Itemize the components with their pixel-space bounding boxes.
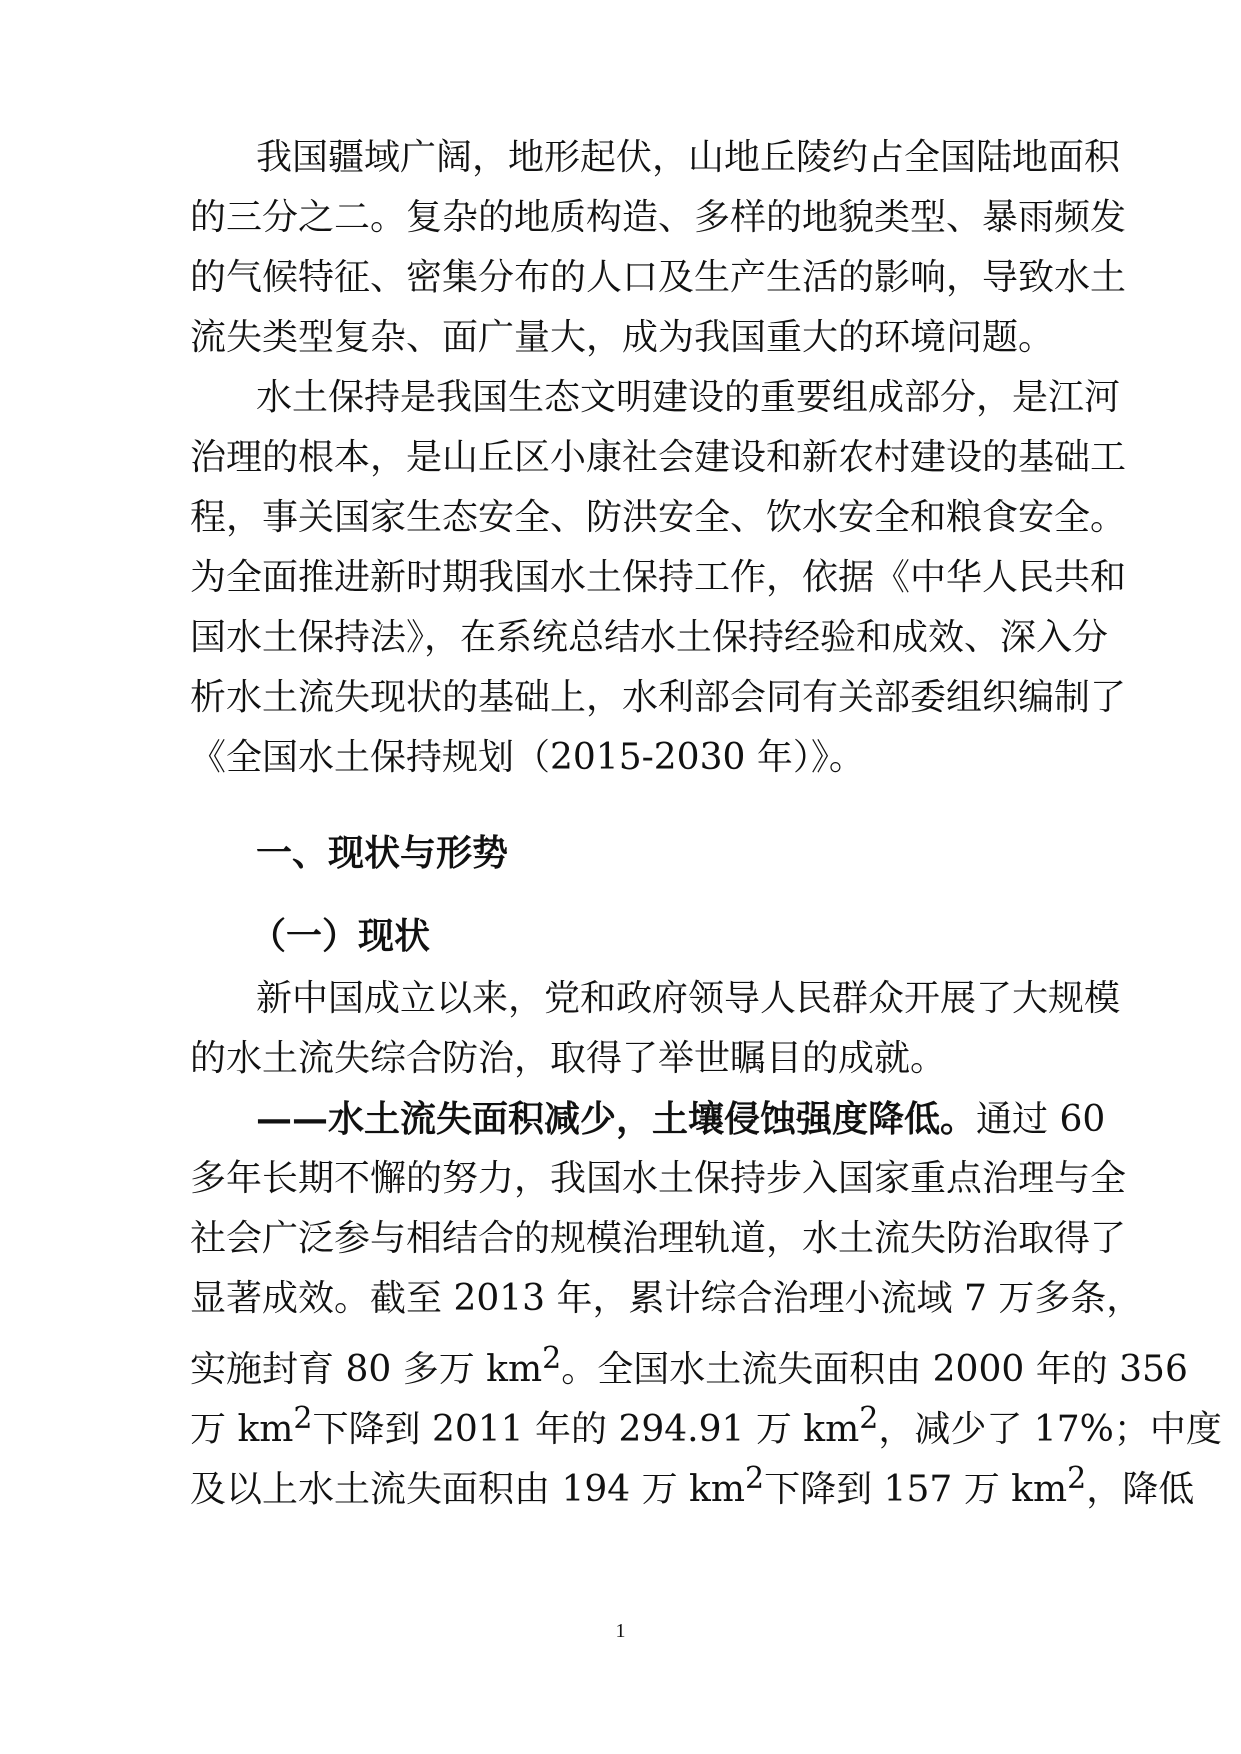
sub-p2-line-6	[190, 1397, 1222, 1450]
intro-p1-line-2: 的三分之二。复杂的地质构造、多样的地貌类型、暴雨频发	[190, 197, 1127, 238]
section-heading: 一、现状与形势	[256, 832, 509, 874]
sub-p2-line-4: 显著成效。截至 2013 年，累计综合治理小流域 7 万多条，	[190, 1278, 1143, 1319]
sub-p2-line-5	[190, 1337, 1188, 1390]
superscript-2: 2	[1067, 1461, 1087, 1496]
intro-p2-line-2: 治理的根本，是山丘区小康社会建设和新农村建设的基础工	[190, 437, 1127, 478]
sub-p2-line-7	[190, 1457, 1195, 1510]
superscript-2: 2	[859, 1401, 879, 1436]
intro-p1-line-3: 的气候特征、密集分布的人口及生产生活的影响，导致水土	[190, 257, 1127, 298]
sub-p2-line1-rest: 通过 60	[976, 1099, 1106, 1140]
sub-p2-line7-c: ，降低	[1086, 1469, 1195, 1510]
intro-p2-line-3: 程，事关国家生态安全、防洪安全、饮水安全和粮食安全。	[190, 497, 1127, 538]
page-number: 1	[615, 1620, 626, 1642]
sub-p2-line6-b: 下降到 2011 年的 294.91 万 km	[312, 1409, 860, 1450]
intro-p2-line-6: 析水土流失现状的基础上，水利部会同有关部委组织编制了	[190, 677, 1127, 718]
sub-p2-line5-a: 实施封育 80 多万 km	[190, 1349, 543, 1390]
sub-p2-line-1	[256, 1097, 1106, 1141]
sub-p1-line-1: 新中国成立以来，党和政府领导人民群众开展了大规模	[256, 978, 1121, 1019]
intro-p2-line-7: 《全国水土保持规划（2015-2030 年）》。	[190, 737, 865, 778]
intro-p1-line-4: 流失类型复杂、面广量大，成为我国重大的环境问题。	[190, 317, 1055, 358]
subsection-heading: （一）现状	[250, 915, 431, 957]
sub-p2-line7-b: 下降到 157 万 km	[764, 1469, 1068, 1510]
intro-p1-line-1: 我国疆域广阔，地形起伏，山地丘陵约占全国陆地面积	[256, 137, 1121, 178]
sub-p2-line5-b: 。全国水土流失面积由 2000 年的 356	[561, 1349, 1188, 1390]
sub-p2-line6-a: 万 km	[190, 1409, 294, 1450]
intro-p2-line-4: 为全面推进新时期我国水土保持工作，依据《中华人民共和	[190, 557, 1127, 598]
intro-p2-line-1: 水土保持是我国生态文明建设的重要组成部分，是江河	[256, 377, 1121, 418]
sub-p2-line-3: 社会广泛参与相结合的规模治理轨道，水土流失防治取得了	[190, 1218, 1127, 1259]
sub-p2-lead: ——水土流失面积减少，土壤侵蚀强度降低。	[256, 1098, 977, 1140]
sub-p2-line-2: 多年长期不懈的努力，我国水土保持步入国家重点治理与全	[190, 1158, 1127, 1199]
sub-p2-line7-a: 及以上水土流失面积由 194 万 km	[190, 1469, 745, 1510]
sub-p1-line-2: 的水土流失综合防治，取得了举世瞩目的成就。	[190, 1038, 947, 1079]
superscript-2: 2	[293, 1401, 313, 1436]
intro-p2-line-5: 国水土保持法》，在系统总结水土保持经验和成效、深入分	[190, 617, 1109, 658]
superscript-2: 2	[745, 1461, 765, 1496]
superscript-2: 2	[542, 1341, 562, 1376]
sub-p2-line6-c: ，减少了 17%；中度	[878, 1409, 1222, 1450]
